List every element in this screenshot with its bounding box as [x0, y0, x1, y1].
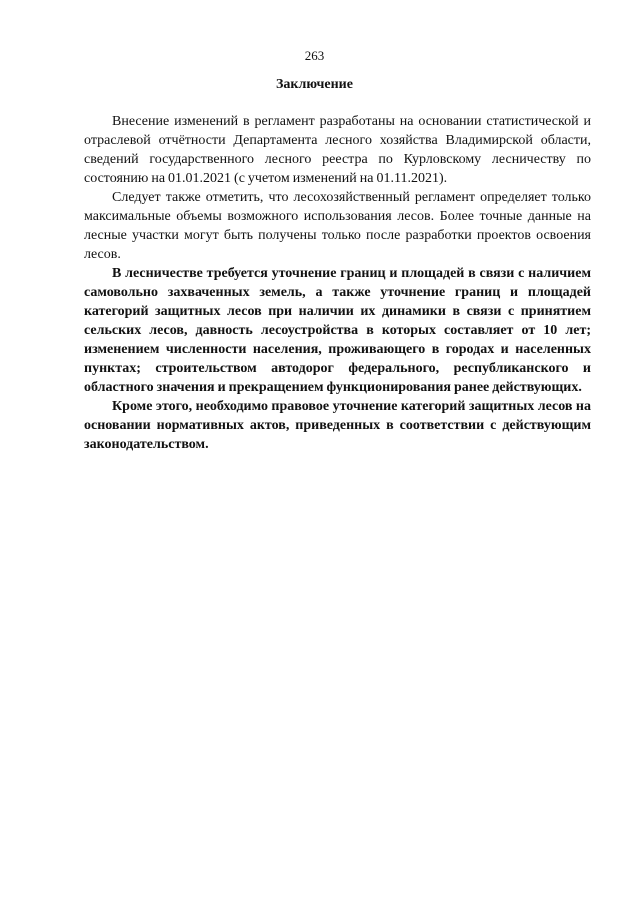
section-title: Заключение — [276, 77, 353, 92]
paragraph-1: Внесение изменений в регламент разработаны на основании статистической и отраслевой отчётности Департамента лесного хозяйства Владимирской области, сведений государственного лесного реестра по Курловскому лесничеству по состоянию на 01.01.2021 (с учетом изменений на 01.11.2021). — [84, 114, 591, 186]
paragraph-4: Кроме этого, необходимо правовое уточнение категорий защитных лесов на основании нормативных актов, приведенных в соответствии с действующим законодательством. — [84, 399, 591, 452]
paragraph-2: Следует также отметить, что лесохозяйственный регламент определяет только максимальные объемы возможного использования лесов. Более точные данные на лесные участки могут быть получены только после разработки проектов освоения лесов. — [84, 190, 591, 262]
paragraph-3: В лесничестве требуется уточнение границ и площадей в связи с наличием самовольно захваченных земель, а также уточнение границ и площадей категорий защитных лесов при наличии их динамики в связи с принятием сельских лесов, давность лесоустройства в которых составляет от 10 лет; изменением численности населения, проживающего в городах и населенных пунктах; строительством автодорог федерального, республиканского и областного значения и прекращением функционирования ранее действующих. — [84, 266, 591, 395]
page-number: 263 — [304, 48, 325, 63]
document-body — [84, 112, 591, 454]
